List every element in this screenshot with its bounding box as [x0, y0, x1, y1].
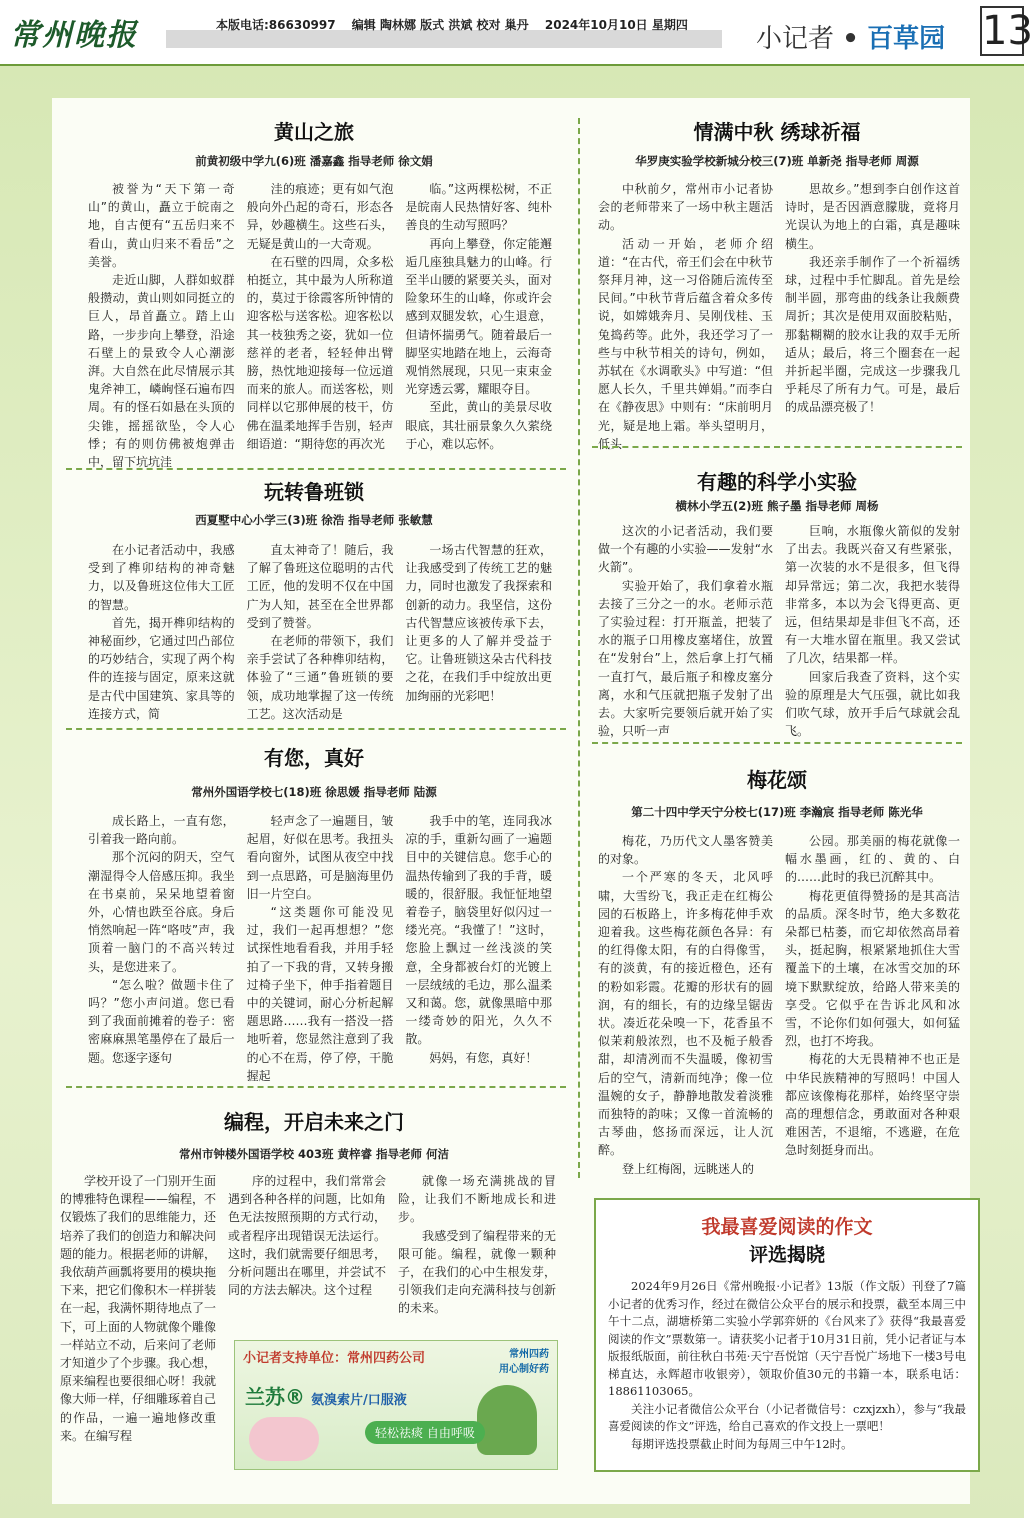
article-title: 黄山之旅: [274, 120, 354, 144]
notice-title: 我最喜爱阅读的作文: [701, 1216, 873, 1238]
article-body: [598, 180, 960, 451]
page-number: 13: [982, 8, 1033, 54]
sponsor-line: 小记者支持单位：常州四药公司: [243, 1351, 426, 1366]
article-title: 梅花颂: [747, 768, 807, 792]
article-byline: 第二十四中学天宁分校七(17)班 李瀚宸 指导老师 陈光华: [631, 805, 923, 819]
paragraph: 被誉为“天下第一奇山”的黄山，矗立于皖南之地，自古便有“五岳归来不看山，黄山归来不看岳”之美誉。: [88, 182, 235, 269]
article-body: [88, 812, 553, 1083]
section-divider: [592, 446, 962, 448]
article-body: [598, 522, 960, 739]
paragraph: 思故乡。”想到李白创作这首诗时，是否因酒意朦胧，竟将月光误认为地上的白霜，真是趣味横生。: [785, 182, 960, 251]
article-column: [598, 522, 773, 739]
paragraph: 一场古代智慧的狂欢，让我感受到了传统工艺的魅力，同时也激发了我探索和创新的动力。我坚信，这份古代智慧应该被传承下去，让更多的人了解并受益于它。让鲁班锁这朵古代科技之花，在我们手中绽放出更加绚丽的光彩吧！: [405, 543, 553, 703]
brand-sub: 用心制好药: [499, 1364, 549, 1375]
article-byline: 横林小学五(2)班 熊子墨 指导老师 周杨: [675, 499, 879, 513]
article-column: [785, 180, 960, 426]
article-byline: 华罗庚实验学校新城分校三(7)班 单新尧 指导老师 周源: [635, 154, 919, 168]
paragraph: 一个严寒的冬天，北风呼啸，大雪纷飞，我正走在红梅公园的石板路上，许多梅花伸手欢迎着我。这些梅花颜色各异：有的红得像太阳，有的白得像雪，有的淡黄，有的接近橙色，还有的粉如彩霞。花瓣的形状有的圆润，有的细长，有的边缘呈锯齿状。凑近花朵嗅一下，花香虽不似茉莉般浓烈，也不及栀子般香甜，却清冽而不失温暖，像初雪后的空气，清新而纯净；像一位温婉的女子，静静地散发着淡雅而独特的韵味；又像一首流畅的古琴曲，悠扬而深远，让人沉醉。: [598, 870, 773, 1158]
article-title: 有趣的科学小实验: [697, 470, 857, 494]
masthead: [0, 0, 1033, 66]
paragraph: 中秋前夕，常州市小记者协会的老师带来了一场中秋主题活动。: [598, 182, 773, 233]
article-column: [247, 541, 394, 719]
paragraph: 实验开始了，我们拿着水瓶去接了三分之一的水。老师示范了实验过程：打开瓶盖，把装了水的瓶子口用橡皮塞堵住，放置在“发射台”上，然后拿上打气桶一直打气，最后瓶子和橡皮塞分离，水和气压就把瓶子发射了出去。大家听完要领后就开始了实验，只听一声: [598, 578, 773, 739]
product-desc: 氨溴索片/口服液: [311, 1393, 407, 1408]
paragraph: 首先，揭开榫卯结构的神秘面纱，它通过凹凸部位的巧妙结合，实现了两个构件的连接与固定，原来这就是古代中国建筑、家具等的连接方式，简: [88, 615, 235, 721]
paragraph: 活动一开始，老师介绍道：“在古代，帝王们会在中秋节祭拜月神，这一习俗随后流传至民间。”中秋节背后蕴含着众多传说，如嫦娥奔月、吴刚伐桂、玉兔捣药等。此外，我还学习了一些与中秋节相关的诗句，例如，苏轼在《水调歌头》中写道：“但愿人长久，千里共婵娟。”而李白在《静夜思》中则有：“床前明月光，疑是地上霜。举头望明月，低头: [598, 236, 773, 451]
article-column: [405, 180, 552, 462]
article-column: [785, 832, 960, 1170]
section-label-b: 百草园: [867, 24, 946, 54]
paragraph: 再向上攀登，你定能邂逅几座独具魅力的山峰。行至半山腰的紧要关头，面对险象环生的山峰，你或许会感到双腿发软，心生退意，但请怀揣勇气。随着最后一脚坚实地踏在地上，云海奇观悄然展现，只见一束束金光穿透云雾，耀眼夺目。: [405, 236, 553, 397]
article-column: [60, 1172, 216, 1472]
paragraph: 序的过程中，我们常常会遇到各种各样的问题，比如角色无法按照预期的方式行动，或者程序出现错误无法运行。这时，我们就需要仔细思考，分析问题出在哪里，并尝试不同的方法去解决。这个过程: [228, 1174, 386, 1298]
article-column: [88, 541, 235, 719]
section-name: [756, 18, 945, 55]
section-dot: •: [842, 24, 859, 54]
section-divider: [66, 728, 566, 730]
product-brand: 兰苏®: [245, 1385, 305, 1409]
paragraph: “怎么啦？做题卡住了吗？”您小声问道。您已看到了我面前摊着的卷子：密密麻麻黑笔墨停在了最后一题。您逐字逐句: [88, 977, 235, 1065]
paragraph: “这类题你可能没见过，我们一起再想想？”您试探性地看看我，并用手轻拍了一下我的背，又转身搬过椅子坐下，伸手指着题目中的关键词，耐心分析起解题思路……我有一搭没一搭地听着，您显然注意到了我的心不在焉，停了停，干脆握起: [246, 905, 394, 1083]
article-title: 玩转鲁班锁: [264, 480, 364, 504]
paragraph: 就像一场充满挑战的冒险，让我们不断地成长和进步。: [398, 1174, 556, 1225]
notice-paragraph: 关注小记者微信公众平台（小记者微信号：czxjzxh），参与“我最喜爱阅读的作文”评选，给自己喜欢的作文投上一票吧！: [608, 1401, 966, 1433]
notice-paragraph: 2024年9月26日《常州晚报·小记者》13版（作文版）刊登了7篇小记者的优秀习作，经过在微信公众平台的展示和投票，截至本周三中午十二点，湖塘桥第二实验小学郭弈妍的《台风来了》获得“我最喜爱阅读的作文”票数第一。请获奖小记者于10月31日前，凭小记者证与本版报纸版面，前往秋白书苑·天宁吾悦馆（天宁吾悦广场地下一楼3号电梯直达，永辉超市收银旁），领取价值30元的书籍一本，联系电话：18861103065。: [608, 1279, 966, 1398]
sponsor-ad: [234, 1340, 558, 1470]
article-column: [405, 812, 552, 1076]
paragraph: 在石壁的四周，众多松柏挺立，其中最为人所称道的，莫过于徐霞客所钟情的迎客松与送客松。迎客松以其一枝独秀之姿，犹如一位慈祥的老者，轻轻伸出臂膀，热忱地迎接每一位远道而来的旅人。而送客松，则同样以它那伸展的枝干，仿佛在温柔地挥手告别，轻声细语道：“期待您的再次光: [246, 254, 394, 451]
section-label-a: 小记者: [756, 24, 835, 54]
header-info: [216, 16, 700, 33]
article-column: [598, 832, 773, 1176]
paragraph: 登上红梅阁，远眺迷人的: [622, 1161, 755, 1176]
paragraph: 回家后我查了资料，这个实验的原理是大气压强，就比如我们吹气球，放开手后气球就会乱飞。: [785, 669, 960, 739]
paragraph: 轻声念了一遍题目，皱起眉，好似在思考。我扭头看向窗外，试图从夜空中找到一点思路，可是脑海里仍旧一片空白。: [246, 814, 394, 901]
paragraph: 梅花更值得赞扬的是其高洁的品质。深冬时节，绝大多数花朵都已枯萎，而它却依然高昂着头，挺起胸，根紧紧地抓住大雪覆盖下的土壤，在冰雪交加的环境下默默绽放，给路人带来美的享受。它似乎在告诉北风和冰雪，不论你们如何强大，如何猛烈，也打不垮我。: [785, 888, 960, 1049]
paragraph: 走近山脚，人群如蚁群般攒动，黄山则如同挺立的巨人，昂首矗立。踏上山路，一步步向上攀登，沿途石壁上的景致令人心潮澎湃。大自然在此尽情展示其鬼斧神工，嶙峋怪石遍布四周。有的怪石如悬在头顶的尖锥，摇摇欲坠，令人心悸；有的则仿佛被炮弹击中，留下坑坑洼: [88, 273, 235, 470]
paragraph: 巨响，水瓶像火箭似的发射了出去。我既兴奋又有些紧张，第一次装的水不是很多，但飞得却异常远；第二次，我把水装得非常多，本以为会飞得更高、更远，但结果却是非但飞不高，还有一大堆水留在瓶里。我又尝试了几次，结果都一样。: [785, 524, 960, 666]
article-body: [88, 180, 553, 470]
article-byline: 前黄初级中学九(6)班 潘嘉鑫 指导老师 徐文娟: [195, 154, 433, 168]
paragraph: 这次的小记者活动，我们要做一个有趣的小实验——发射“水火箭”。: [598, 524, 773, 575]
article-body: [88, 541, 552, 719]
paragraph: 学校开设了一门别开生面的博雅特色课程——编程，不仅锻炼了我们的思维能力，还培养了我们的创造力和解决问题的能力。根据老师的讲解，我依葫芦画瓢将要用的模块拖下来，把它们像积木一样拼装在一起，我满怀期待地点了一下，可上面的人物就像个雕像一样站立不动，后来问了老师才知道少了个步骤。我心想，原来编程也要很细心呀！我就像大师一样，仔细雕琢着自己的作品，一遍一遍地修改重来。在编写程: [60, 1174, 217, 1443]
paragraph: 我感受到了编程带来的无限可能。编程，就像一颗种子，在我们的心中生根发芽，引领我们走向充满科技与创新的未来。: [398, 1228, 556, 1316]
article-column: [246, 812, 394, 1083]
header-date: 2024年10月10日 星期四: [544, 18, 688, 32]
paragraph: 直太神奇了！随后，我了解了鲁班这位聪明的古代工匠，他的发明不仅在中国广为人知，甚至在全世界都受到了赞誉。: [246, 543, 394, 630]
paragraph: 在小记者活动中，我感受到了榫卯结构的神奇魅力，以及鲁班这位伟大工匠的智慧。: [88, 543, 235, 612]
article-body: [598, 832, 960, 1176]
paragraph: 公园。那美丽的梅花就像一幅水墨画，红的、黄的、白的……此时的我已沉醉其中。: [785, 834, 960, 885]
header-editors: 编辑 陶林娜 版式 洪斌 校对 巢丹: [351, 18, 529, 32]
article-column: [398, 1172, 556, 1336]
article-byline: 常州市钟楼外国语学校 403班 黄梓睿 指导老师 何洁: [178, 1147, 450, 1161]
paragraph: 我还亲手制作了一个祈福绣球，过程中手忙脚乱。首先是绘制半圆，那弯曲的线条让我颇费周折；其次是使用双面胶粘贴，那黏糊糊的胶水让我的双手无所适从；最后，将三个圈套在一起并折起半圈，完成这一步骤我几乎耗尽了所有力气。可是，最后的成品漂亮极了！: [785, 254, 960, 415]
article-column: [785, 522, 960, 739]
notice-box: [594, 1198, 980, 1472]
paragraph: 成长路上，一直有您，引着我一路向前。: [88, 814, 235, 847]
notice-paragraph: 每期评选投票截止时间为每周三中午12时。: [631, 1436, 853, 1451]
article-column: [88, 812, 235, 1076]
plant-illustration: [477, 1385, 537, 1455]
section-divider: [66, 468, 566, 470]
sponsor-slogan: 轻松祛痰 自由呼吸: [365, 1421, 485, 1444]
article-column: [405, 541, 552, 719]
article-column: [247, 180, 394, 462]
article-byline: 常州外国语学校七(18)班 徐思媛 指导老师 陆源: [191, 785, 437, 799]
paragraph: 那个沉闷的阴天，空气潮湿得令人倍感压抑。我坐在书桌前，呆呆地望着窗外，心情也跌至谷底。身后悄然响起一阵“咯吱”声，我顶着一脑门的不高兴转过头，是您进来了。: [88, 850, 235, 974]
column-divider: [578, 118, 580, 1178]
section-divider: [592, 742, 962, 744]
article-byline: 西夏墅中心小学三(3)班 徐浩 指导老师 张敏慧: [195, 513, 433, 527]
section-divider: [66, 1086, 566, 1088]
kids-illustration: [249, 1417, 319, 1461]
article-column: [88, 180, 235, 470]
paragraph: 在老师的带领下，我们亲手尝试了各种榫卯结构，体验了“三通”鲁班锁的要领，成功地掌握了这一传统工艺。这次活动是: [246, 634, 394, 721]
paragraph: 至此，黄山的美景尽收眼底，其壮丽景象久久萦绕于心，难以忘怀。: [405, 400, 553, 451]
paragraph: 梅花，乃历代文人墨客赞美的对象。: [598, 834, 773, 867]
article-title: 情满中秋 绣球祈福: [693, 120, 861, 144]
paragraph: 我手中的笔，连同我冰凉的手，重新勾画了一遍题目中的关键信息。您手心的温热传输到了我的手背，暖暖的，很舒服。我怔怔地望着卷子，脑袋里好似闪过一缕光亮。“我懂了！”这时，您脸上飘过一丝浅淡的笑意，全身都被台灯的光镀上一层绒绒的毛边，那么温柔又和蔼。您，就像黑暗中那一缕奇妙的阳光，久久不散。: [405, 814, 553, 1047]
notice-subtitle: 评选揭晓: [748, 1244, 825, 1266]
paragraph: 妈妈，有您，真好！: [429, 1050, 538, 1065]
paragraph: 临。”这两棵松树，不正是皖南人民热情好客、纯朴善良的生动写照吗？: [405, 182, 553, 233]
paragraph: 梅花的大无畏精神不也正是中华民族精神的写照吗！中国人都应该像梅花那样，始终坚守崇高的理想信念，勇敢面对各种艰难困苦，不退缩，不逃避，在危急时刻挺身而出。: [785, 1052, 960, 1158]
paragraph: 洼的痕迹；更有如气泡般向外凸起的奇石，形态各异，妙趣横生。这些石头，无疑是黄山的一大奇观。: [246, 182, 394, 251]
sponsor-brand: [499, 1345, 549, 1375]
newspaper-logo: 常州晚报: [10, 18, 138, 53]
article-title: 编程，开启未来之门: [224, 1110, 404, 1134]
header-phone: 本版电话:86630997: [216, 18, 336, 32]
article-title: 有您，真好: [264, 746, 364, 770]
product-name: [245, 1381, 407, 1410]
notice-body: [608, 1278, 966, 1453]
article-column: [598, 180, 773, 451]
brand-name: 常州四药: [509, 1349, 549, 1360]
article-column: [228, 1172, 386, 1336]
